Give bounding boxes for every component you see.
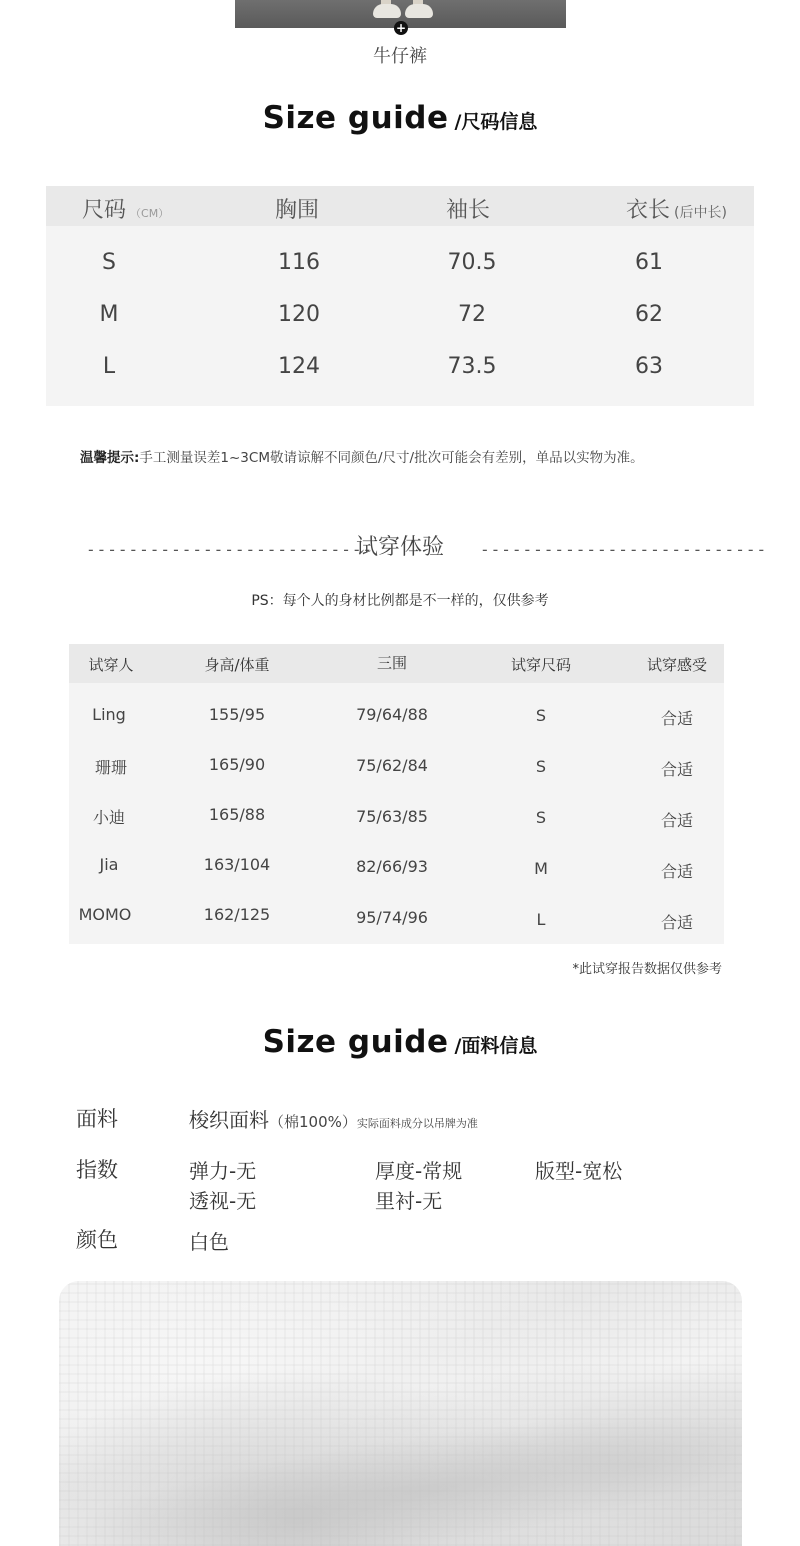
cell-bust: 120 [278,302,320,327]
cell-height-weight: 165/90 [208,755,266,774]
photo-caption: 牛仔裤 [373,46,427,67]
color-label: 颜色 [76,1228,118,1252]
measurement-tip [80,446,644,466]
cell-measurements: 82/66/93 [356,857,428,876]
header-length: 衣长 (后中长) [626,198,727,223]
cell-size: S [535,757,547,776]
cell-measurements: 75/62/84 [356,756,428,775]
header-size: 尺码 （CM） [82,198,170,223]
cell-person: 珊珊 [94,758,127,777]
fabric-subtitle: /面料信息 [454,1035,538,1057]
divider-right: --------------------------- [480,540,768,559]
fabric-title: Size guide [262,1024,449,1060]
shoe [373,4,401,18]
size-guide-heading [0,100,800,136]
shoe [405,4,433,18]
header-size: 试穿尺码 [510,656,571,674]
try-on-note: *此试穿报告数据仅供参考 [572,962,722,977]
header-sleeve: 袖长 [446,198,491,223]
plus-circle-icon[interactable]: + [395,21,407,35]
cell-bust: 124 [278,354,320,379]
cell-size: M [99,302,119,327]
fabric-closeup-photo [59,1281,742,1546]
cell-measurements: 95/74/96 [356,908,428,927]
try-on-ps: PS：每个人的身材比例都是不一样的，仅供参考 [251,593,549,609]
fabric-heading [0,1024,800,1060]
cell-height-weight: 163/104 [203,855,271,874]
cell-fit: 合适 [660,760,693,779]
try-on-title: 试穿体验 [355,535,444,560]
cell-size: L [536,910,546,929]
cell-sleeve: 70.5 [447,250,497,275]
elasticity: 弹力-无 [189,1159,257,1183]
transparency: 透视-无 [189,1189,257,1213]
cell-person: Jia [99,855,119,874]
thickness: 厚度-常规 [375,1159,463,1183]
try-on-header [69,644,724,683]
tip-text: 手工测量误差1~3CM敬请谅解不同颜色/尺寸/批次可能会有差别，单品以实物为准。 [139,450,644,466]
cell-measurements: 75/63/85 [356,807,428,826]
header-fit: 试穿感受 [646,656,707,674]
cell-size: S [102,250,116,275]
material-label: 面料 [76,1107,118,1131]
cell-fit: 合适 [660,811,693,830]
cell-person: 小迪 [92,808,125,827]
cell-sleeve: 73.5 [447,354,497,379]
material-value: 梭织面料（棉100%）实际面料成分以吊牌为准 [189,1108,478,1132]
divider-left: --------------------------- [86,540,374,559]
cell-fit: 合适 [660,862,693,881]
index-label: 指数 [76,1158,118,1182]
header-bust: 胸围 [275,198,320,223]
cell-person: Ling [92,705,126,724]
size-table [46,186,754,406]
color-value: 白色 [189,1230,229,1254]
cell-sleeve: 72 [458,302,486,327]
lining: 里衬-无 [375,1189,443,1213]
cell-fit: 合适 [660,709,693,728]
cell-length: 63 [635,354,663,379]
cell-size: S [535,706,547,725]
size-guide-subtitle: /尺码信息 [454,111,538,133]
header-height-weight: 身高/体重 [204,656,270,674]
cell-size: S [535,808,547,827]
cell-size: M [534,859,548,878]
cell-length: 62 [635,302,663,327]
cell-height-weight: 155/95 [208,705,266,724]
cell-size: L [102,354,116,379]
cell-height-weight: 165/88 [208,805,266,824]
try-on-table [69,644,724,944]
cell-person: MOMO [78,905,132,924]
cell-length: 61 [635,250,663,275]
cell-measurements: 79/64/88 [356,705,428,724]
size-guide-title: Size guide [262,100,449,136]
cell-bust: 116 [278,250,320,275]
fit-type: 版型-宽松 [535,1159,623,1183]
cell-fit: 合适 [660,913,693,932]
header-measurements: 三围 [376,654,407,672]
cell-height-weight: 162/125 [203,905,271,924]
size-table-header [46,186,754,226]
header-person: 试穿人 [88,656,134,674]
tip-label: 温馨提示: [80,450,140,466]
